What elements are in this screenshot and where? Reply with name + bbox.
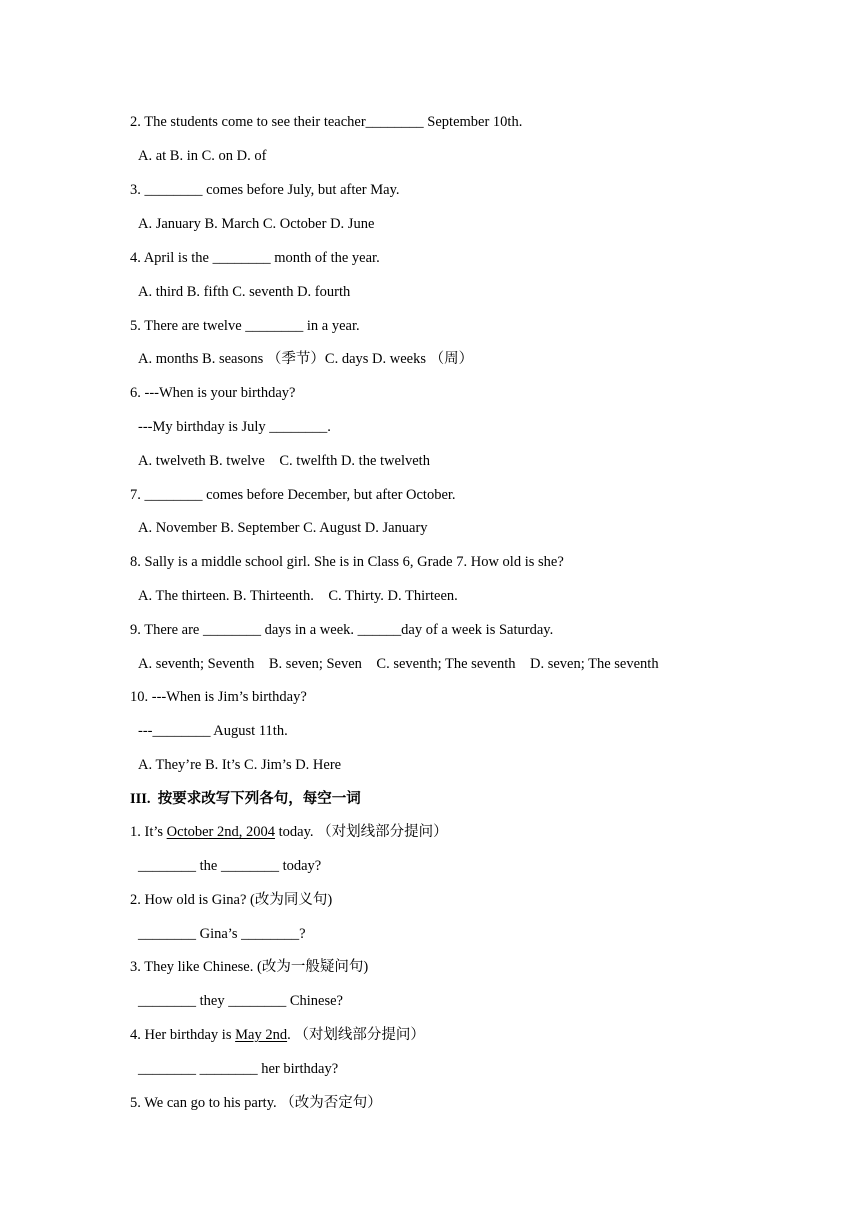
rewrite-item-3: 3. They like Chinese. (改为一般疑问句) <box>130 959 369 975</box>
rewrite-item-4-answer: ________ ________ her birthday? <box>138 1061 339 1077</box>
rewrite-item-2: 2. How old is Gina? (改为同义句) <box>130 892 333 908</box>
section-3-title: III. 按要求改写下列各句，每空一词 <box>130 791 361 807</box>
rewrite-item-4 <box>130 1026 425 1044</box>
q8-options: A. The thirteen. B. Thirteenth. C. Thirty. D. Thirteen. <box>138 588 458 604</box>
rewrite-item-1-answer: ________ the ________ today? <box>138 858 322 874</box>
rewrite-item-5: 5. We can go to his party. （改为否定句） <box>130 1095 382 1111</box>
rewrite-item-2-answer: ________ Gina’s ________? <box>138 926 306 942</box>
q3-stem: 3. ________ comes before July, but after May. <box>130 182 400 198</box>
q9-stem: 9. There are ________ days in a week. ______day of a week is Saturday. <box>130 622 554 638</box>
q10-options: A. They’re B. It’s C. Jim’s D. Here <box>138 757 342 773</box>
q4-stem: 4. April is the ________ month of the year. <box>130 250 380 266</box>
q3-options: A. January B. March C. October D. June <box>138 216 375 232</box>
q10-stem: 10. ---When is Jim’s birthday? <box>130 689 307 705</box>
q5-options: A. months B. seasons （季节）C. days D. weeks （周） <box>138 351 474 367</box>
q4-options: A. third B. fifth C. seventh D. fourth <box>138 284 351 300</box>
q8-stem: 8. Sally is a middle school girl. She is in Class 6, Grade 7. How old is she? <box>130 554 564 570</box>
q2-options: A. at B. in C. on D. of <box>138 148 267 164</box>
q9-options: A. seventh; Seventh B. seven; Seven C. seventh; The seventh D. seven; The seventh <box>138 656 659 672</box>
q7-options: A. November B. September C. August D. January <box>138 520 428 536</box>
rewrite-item-4-pre: 4. Her birthday is <box>130 1027 236 1043</box>
q6-options: A. twelveth B. twelve C. twelfth D. the twelveth <box>138 453 430 469</box>
q7-stem: 7. ________ comes before December, but after October. <box>130 487 456 503</box>
q6-answer-line: ---My birthday is July ________. <box>138 419 331 435</box>
rewrite-item-1-underlined: October 2nd, 2004 <box>166 824 275 840</box>
q10-answer-line: ---________ August 11th. <box>138 723 288 739</box>
q5-stem: 5. There are twelve ________ in a year. <box>130 318 360 334</box>
q6-stem: 6. ---When is your birthday? <box>130 385 296 401</box>
rewrite-item-3-answer: ________ they ________ Chinese? <box>138 993 343 1009</box>
q2-stem: 2. The students come to see their teacher________ September 10th. <box>130 114 523 130</box>
rewrite-item-4-underlined: May 2nd <box>235 1027 288 1043</box>
rewrite-item-4-post: . （对划线部分提问） <box>287 1027 425 1043</box>
rewrite-item-1-post: today. （对划线部分提问） <box>274 824 448 840</box>
rewrite-item-1 <box>130 823 448 841</box>
rewrite-item-1-pre: 1. It’s <box>130 824 167 840</box>
